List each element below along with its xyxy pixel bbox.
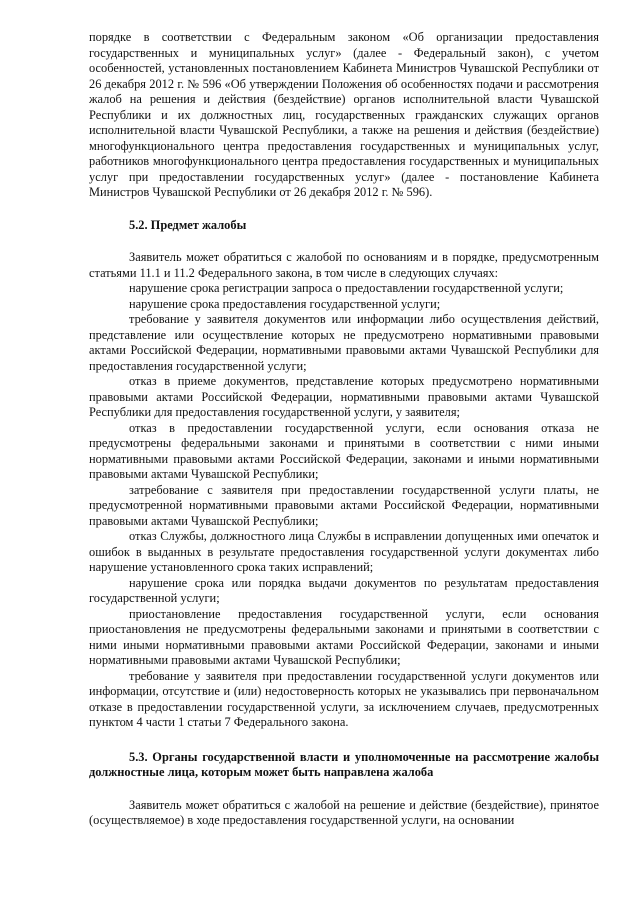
section-5-2-lead: Заявитель может обратиться с жалобой по основаниям и в порядке, предусмотренным статьями 11.1 и 11.2 Федерального закона, в том числе в следующих случаях: [89, 250, 599, 280]
list-item: требование у заявителя при предоставлении государственной услуги документов или информации, отсутствие и (или) недостоверность которых не указывались при первоначальном отказе в предоставлении государственной услуги, за исключением случаев, предусмотренных пунктом 4 части 1 статьи 7 Федерального закона. [89, 668, 599, 729]
list-item: нарушение срока регистрации запроса о предоставлении государственной услуги; [129, 281, 564, 295]
intro-paragraph: порядке в соответствии с Федеральным законом «Об организации предоставления государственных и муниципальных услуг» (далее - Федеральный закон), с учетом особенностей, установленных постановлением Кабинета Министров Чувашской Республики от 26 декабря 2012 г. № 596 «Об утверждении Положения об особенностях подачи и рассмотрения жалоб на решения и действия (бездействие) органов исполнительной власти Чувашской Республики и их должностных лиц, государственных гражданских служащих органов исполнительной власти Чувашской Республики, а также на решения и действия (бездействие) многофункционального центра предоставления государственных и муниципальных услуг, работников многофункционального центра предоставления государственных и муниципальных услуг при предоставлении государственных услуг» (далее - постановление Кабинета Министров Чувашской Республики от 26 декабря 2012 г. № 596). [89, 30, 599, 199]
list-item: отказ в предоставлении государственной услуги, если основания отказа не предусмотрены федеральными законами и принятыми в соответствии с ними иными нормативными правовыми актами Российской Федерации, законами и иными нормативными правовыми актами Чувашской Республики; [89, 420, 599, 481]
section-5-2-heading: 5.2. Предмет жалобы [129, 217, 247, 232]
list-item: требование у заявителя документов или информации либо осуществления действий, представление или осуществление которых не предусмотрено нормативными правовыми актами Российской Федерации, нормативными правовыми актами Чувашской Республики для предоставления государственной услуги; [89, 312, 599, 373]
list-item: нарушение срока предоставления государственной услуги; [129, 296, 441, 311]
section-5-3-heading: 5.3. Органы государственной власти и уполномоченные на рассмотрение жалобы должностные лица, которым может быть направлена жалоба [89, 749, 599, 779]
list-item: отказ Службы, должностного лица Службы в исправлении допущенных ими опечаток и ошибок в выданных в результате предоставления государственной услуги документах либо нарушение установленного срока таких исправлений; [89, 529, 599, 574]
document-page [89, 30, 599, 829]
list-item: затребование с заявителя при предоставлении государственной услуги платы, не предусмотренной нормативными правовыми актами Российской Федерации, нормативными правовыми актами Чувашской Республики; [89, 482, 599, 528]
list-item: отказ в приеме документов, представление которых предусмотрено нормативными правовыми актами Российской Федерации, нормативными правовыми актами Чувашской Республики для предоставления государственной услуги, у заявителя; [89, 374, 599, 419]
list-item: приостановление предоставления государственной услуги, если основания приостановления не предусмотрены федеральными законами и принятыми в соответствии с ними иными нормативными правовыми актами Российской Федерации, законами и иными нормативными правовыми актами Чувашской Республики; [89, 606, 599, 667]
section-5-3-lead: Заявитель может обратиться с жалобой на решение и действие (бездействие), принятое (осуществляемое) в ходе предоставления государственной услуги, на основании [89, 797, 599, 827]
list-item: нарушение срока или порядка выдачи документов по результатам предоставления государственной услуги; [89, 575, 599, 605]
